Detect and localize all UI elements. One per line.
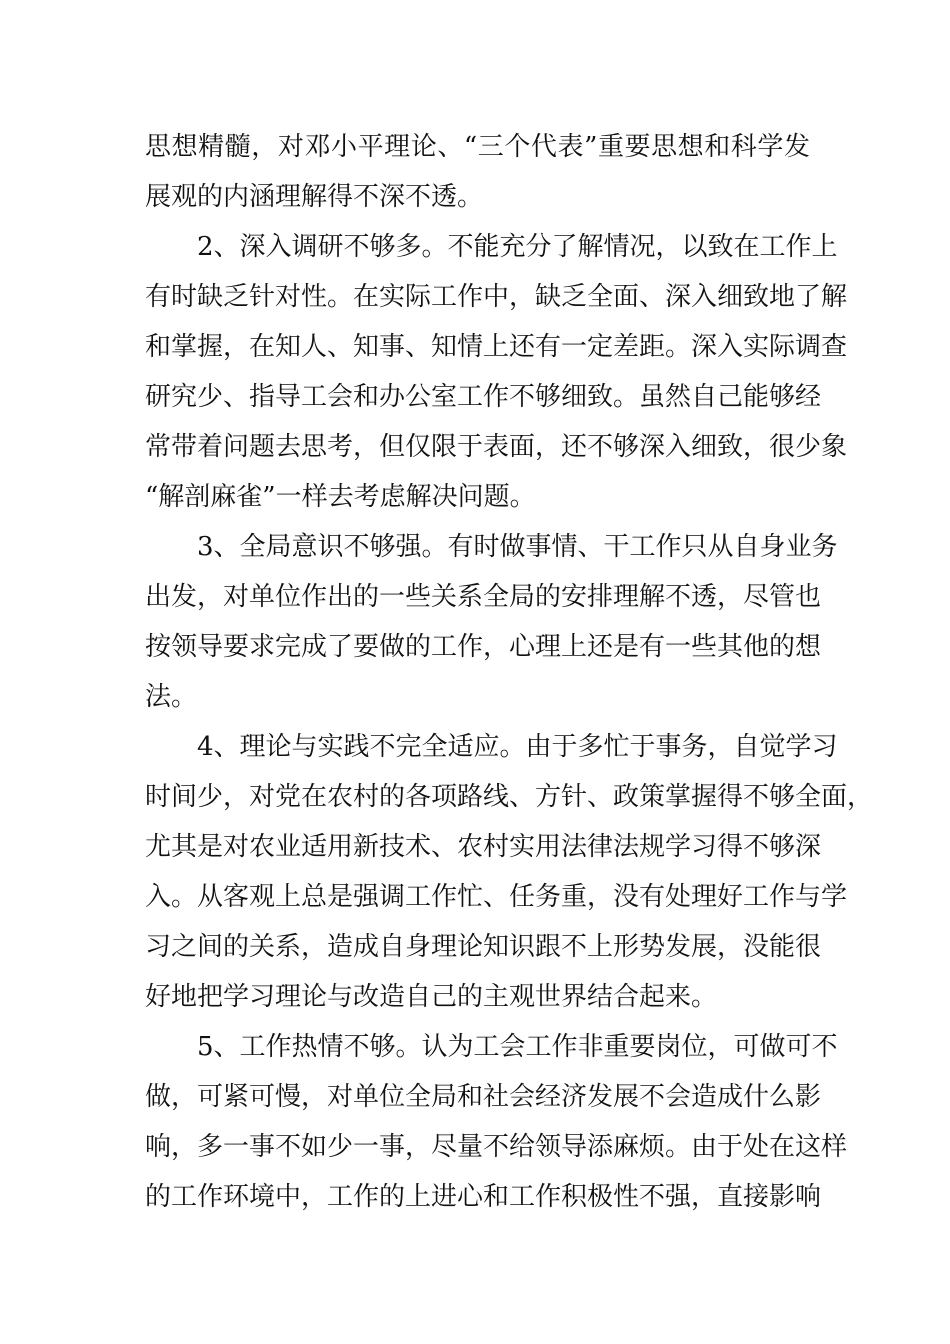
text-line: 入。从客观上总是强调工作忙、任务重，没有处理好工作与学 — [145, 882, 848, 912]
text-line: 尤其是对农业适用新技术、农村实用法律法规学习得不够深 — [145, 832, 822, 862]
text-line: 有时缺乏针对性。在实际工作中，缺乏全面、深入细致地了解 — [145, 282, 848, 312]
text-line: 出发，对单位作出的一些关系全局的安排理解不透，尽管也 — [145, 582, 822, 612]
paragraph-start-line: 4、理论与实践不完全适应。由于多忙于事务，自觉学习 — [197, 732, 838, 762]
text-line: 习之间的关系，造成自身理论知识跟不上形势发展，没能很 — [145, 932, 822, 962]
paragraph-start-line: 3、全局意识不够强。有时做事情、干工作只从自身业务 — [197, 532, 838, 562]
text-line: 常带着问题去思考，但仅限于表面，还不够深入细致，很少象 — [145, 432, 848, 462]
text-line: 法。 — [145, 682, 198, 712]
text-line: 按领导要求完成了要做的工作，心理上还是有一些其他的想 — [145, 632, 822, 662]
text-line: 好地把学习理论与改造自己的主观世界结合起来。 — [145, 982, 718, 1012]
text-line: 响，多一事不如少一事，尽量不给领导添麻烦。由于处在这样 — [145, 1132, 848, 1162]
text-line: 思想精髓，对邓小平理论、“三个代表”重要思想和科学发 — [145, 132, 810, 162]
text-line: 研究少、指导工会和办公室工作不够细致。虽然自己能够经 — [145, 382, 822, 412]
paragraph-start-line: 5、工作热情不够。认为工会工作非重要岗位，可做可不 — [197, 1032, 838, 1062]
text-line: 和掌握，在知人、知事、知情上还有一定差距。深入实际调查 — [145, 332, 848, 362]
text-line: 做，可紧可慢，对单位全局和社会经济发展不会造成什么影 — [145, 1082, 822, 1112]
text-line: 的工作环境中，工作的上进心和工作积极性不强，直接影响 — [145, 1182, 822, 1212]
text-line: 时间少，对党在农村的各项路线、方针、政策掌握得不够全面， — [145, 782, 874, 812]
text-line: “解剖麻雀”一样去考虑解决问题。 — [145, 482, 536, 512]
text-line: 展观的内涵理解得不深不透。 — [145, 182, 484, 212]
paragraph-start-line: 2、深入调研不够多。不能充分了解情况，以致在工作上 — [197, 232, 838, 262]
